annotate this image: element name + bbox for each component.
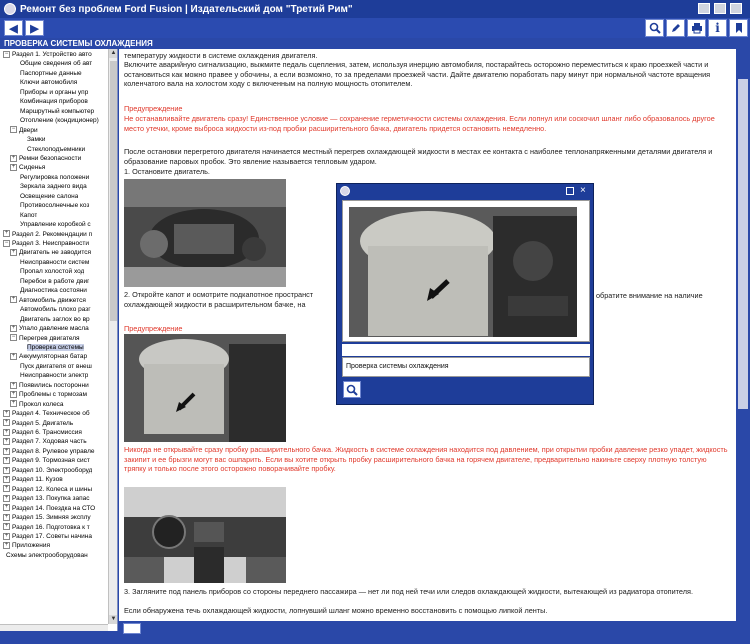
expand-icon[interactable]: +	[4, 532, 9, 539]
bookmark-button[interactable]	[729, 19, 748, 37]
sidebar-item[interactable]	[10, 381, 89, 390]
sidebar-item[interactable]	[17, 69, 82, 78]
sidebar-item-label: Пуск двигателя от внеш	[20, 362, 92, 370]
sidebar-item[interactable]	[3, 475, 63, 484]
sidebar-item[interactable]	[3, 447, 95, 456]
edit-button[interactable]	[666, 19, 685, 37]
expand-icon[interactable]: +	[4, 513, 9, 520]
info-icon: i	[715, 21, 720, 35]
sidebar-item[interactable]	[10, 248, 91, 257]
sidebar-item-label: Замки	[27, 136, 46, 144]
sidebar-item[interactable]	[17, 371, 88, 380]
sidebar-item[interactable]	[10, 352, 87, 361]
sidebar-item[interactable]	[3, 239, 89, 248]
sidebar-item-label: Регулировка положени	[20, 173, 90, 181]
sidebar-item-label: Раздел 16. Подготовка к т	[12, 523, 90, 531]
app-icon	[4, 3, 16, 15]
sidebar-item-label: Раздел 8. Рулевое управле	[12, 447, 95, 455]
sidebar-item-label: Приложения	[12, 542, 51, 550]
window-title: Ремонт без проблем Ford Fusion | Издательский дом "Третий Рим"	[20, 3, 353, 15]
maximize-button[interactable]	[714, 3, 726, 14]
sidebar-item[interactable]	[3, 409, 90, 418]
sidebar-item-label: Раздел 10. Электрооборуд	[12, 466, 93, 474]
expand-icon[interactable]: +	[4, 542, 9, 549]
content-scrollbar[interactable]	[736, 49, 750, 621]
sidebar-tree	[0, 49, 118, 631]
sidebar-item[interactable]	[3, 513, 91, 522]
sidebar-item[interactable]	[10, 296, 86, 305]
sidebar-item[interactable]	[3, 551, 88, 560]
sidebar-item-label: Раздел 7. Ходовая часть	[12, 438, 87, 446]
scroll-up-arrow-icon[interactable]: ▲	[110, 50, 117, 56]
sidebar-item[interactable]	[3, 494, 90, 503]
sidebar-item[interactable]	[17, 173, 89, 182]
sidebar-item-label: Приборы и органы упр	[20, 88, 89, 96]
edit-icon	[670, 22, 682, 34]
step-2-tail: обратите внимание на наличие	[596, 291, 703, 300]
sidebar-scrollbar[interactable]	[108, 49, 118, 624]
sidebar-item-label: Схемы электрооборудован	[6, 551, 88, 559]
sidebar-item-label: Раздел 14. Поездка на СТО	[12, 504, 96, 512]
expand-icon[interactable]: +	[11, 249, 16, 256]
sidebar-item[interactable]	[17, 88, 88, 97]
expand-icon[interactable]: +	[4, 504, 9, 511]
sidebar-item[interactable]	[3, 485, 92, 494]
sidebar-item[interactable]	[24, 145, 85, 154]
popup-title-bar	[337, 184, 593, 198]
step-1: 1. Остановите двигатель.	[124, 167, 210, 176]
step-3: 3. Загляните под панель приборов со стороны переднего пассажира — нет ли под ней течи или следов охлаждающей жидкости, вытекающей из радиатора отопителя.	[124, 587, 693, 596]
print-icon	[691, 22, 703, 34]
minimize-button[interactable]	[698, 3, 710, 14]
collapse-icon[interactable]: −	[11, 126, 16, 133]
image-popup-window[interactable]	[336, 183, 594, 405]
sidebar-item-label: Диагностика состояни	[20, 287, 87, 295]
paragraph-hazard-lights: Включите аварийную сигнализацию, выжмите педаль сцепления, затем, используя инерцию автомобиля, постарайтесь осторожно переместиться к краю проезжей части и остановиться как можно правее у обочины, а если возможно, то за пределами проезжей части. Дайте двигателю поработать пару минут при нормальной частоте вращения коленчатого вала на холостом ходу с включенным на полную мощность отопителем.	[124, 60, 711, 88]
sidebar-item[interactable]	[3, 532, 92, 541]
sidebar-item[interactable]	[3, 419, 73, 428]
expand-icon[interactable]: +	[11, 400, 16, 407]
sidebar-item-label: Двигатель заглох во вр	[20, 315, 90, 323]
sidebar-item-label: Раздел 17. Советы начина	[12, 532, 92, 540]
sidebar-item[interactable]	[10, 163, 45, 172]
sidebar-item[interactable]	[17, 220, 91, 229]
sidebar-item-label: Капот	[20, 211, 38, 219]
sidebar-item-label: Упало давление масла	[19, 325, 89, 333]
sidebar-item[interactable]	[3, 541, 50, 550]
expand-icon[interactable]: +	[4, 409, 9, 416]
sidebar-item[interactable]	[17, 286, 87, 295]
sidebar-item[interactable]	[17, 277, 89, 286]
section-title: ПРОВЕРКА СИСТЕМЫ ОХЛАЖДЕНИЯ	[0, 38, 750, 49]
sidebar-item-label: Появились посторонни	[19, 381, 89, 389]
status-bar	[119, 621, 750, 636]
sidebar-item-label: Освещение салона	[20, 192, 79, 200]
expand-icon[interactable]: +	[4, 438, 9, 445]
content-scroll-thumb[interactable]	[738, 79, 748, 409]
sidebar-item[interactable]	[3, 523, 90, 532]
sidebar-item-label: Неисправности систем	[20, 258, 90, 266]
info-button[interactable]	[708, 19, 727, 37]
sidebar-item[interactable]	[17, 59, 92, 68]
sidebar-item-label: Раздел 4. Техническое об	[12, 410, 90, 418]
sidebar-item-label: Аккумуляторная батар	[19, 353, 88, 361]
sidebar-item-label: Неисправности электр	[20, 372, 89, 380]
sidebar-item[interactable]	[17, 97, 88, 106]
sidebar-item-label: Маршрутный компьютер	[20, 107, 95, 115]
popup-caption: Проверка системы охлаждения	[342, 357, 590, 377]
print-button[interactable]	[687, 19, 706, 37]
sidebar-item[interactable]	[10, 126, 38, 135]
sidebar-item-label: Автомобиль плохо разг	[20, 306, 91, 314]
expand-icon[interactable]: +	[11, 353, 16, 360]
popup-close-button[interactable]: ×	[580, 185, 586, 196]
expand-icon[interactable]: +	[4, 476, 9, 483]
status-button[interactable]	[123, 623, 141, 634]
sidebar-item-label: Паспортные данные	[20, 69, 82, 77]
sidebar-item[interactable]	[17, 192, 78, 201]
sidebar-item-label: Управление коробкой с	[20, 221, 91, 229]
sidebar-item[interactable]	[3, 428, 82, 437]
sidebar-item-label: Перегрев двигателя	[19, 334, 80, 342]
collapse-icon[interactable]: −	[4, 239, 9, 246]
close-button[interactable]	[730, 3, 742, 14]
sidebar-item[interactable]	[24, 135, 45, 144]
paragraph-temperature: температуру жидкости в системе охлаждения двигателя.	[124, 51, 318, 60]
sidebar-horizontal-scrollbar[interactable]	[0, 624, 108, 631]
expand-icon[interactable]: +	[11, 381, 16, 388]
popup-maximize-button[interactable]	[566, 187, 574, 195]
sidebar-item-label: Раздел 11. Кузов	[12, 476, 63, 484]
expand-icon[interactable]: +	[4, 485, 9, 492]
engine-bay-photo	[124, 179, 286, 287]
popup-zoom-button[interactable]	[343, 381, 361, 398]
sidebar-item-label: Раздел 1. Устройство авто	[12, 51, 92, 58]
sidebar-scroll-thumb[interactable]	[110, 61, 117, 321]
sidebar-item[interactable]	[17, 315, 90, 324]
dashboard-photo	[124, 487, 286, 583]
sidebar-item[interactable]	[17, 107, 94, 116]
sidebar-item-label: Ремни безопасности	[19, 154, 82, 162]
back-arrow-icon: ◀	[9, 22, 18, 35]
sidebar-item[interactable]	[10, 324, 89, 333]
popup-app-icon	[340, 186, 350, 196]
zoom-icon	[346, 384, 358, 396]
sidebar-item[interactable]	[3, 230, 92, 239]
expand-icon[interactable]: +	[11, 296, 16, 303]
paragraph-heat-shock: После остановки перегретого двигателя начинается местный перегрев охлаждающей жидкости в местах ее контакта с наиболее теплонапряженными деталями двигателя и образование паровых пробок. Это явление называется тепловым ударом.	[124, 147, 713, 166]
sidebar-item-label: Раздел 3. Неисправности	[12, 240, 89, 247]
sidebar-item-label: Отопление (кондиционер)	[20, 117, 99, 125]
sidebar-item-label: Двигатель не заводится	[19, 249, 92, 257]
expand-icon[interactable]: +	[11, 164, 16, 171]
sidebar-item[interactable]	[17, 305, 91, 314]
warning-title-2: Предупреждение	[124, 324, 183, 333]
sidebar-item[interactable]	[3, 456, 90, 465]
step-2-line-1: 2. Откройте капот и осмотрите подкапотное пространст	[124, 290, 314, 299]
sidebar-item[interactable]	[17, 211, 37, 220]
sidebar-item-label: Проблемы с тормозам	[19, 391, 87, 399]
expand-icon[interactable]: +	[4, 230, 9, 237]
sidebar-item-label: Ключи автомобиля	[20, 79, 78, 87]
expand-icon[interactable]: +	[4, 523, 9, 530]
sidebar-item[interactable]	[10, 400, 64, 409]
sidebar-item[interactable]	[10, 334, 80, 343]
sidebar-item-label: Общие сведения об авт	[20, 60, 93, 68]
scroll-down-arrow-icon[interactable]: ▼	[110, 616, 117, 622]
sidebar-item-label: Раздел 6. Трансмиссия	[12, 429, 82, 436]
sidebar-item[interactable]	[10, 154, 81, 163]
paragraph-tape-repair: Если обнаружена течь охлаждающей жидкости, лопнувший шланг можно временно восстановить с помощью липкой ленты.	[124, 606, 548, 615]
collapse-icon[interactable]: −	[4, 50, 9, 57]
sidebar-item[interactable]	[3, 437, 87, 446]
collapse-icon[interactable]: −	[11, 334, 16, 341]
sidebar-item-label: Автомобиль движется	[19, 296, 86, 304]
expand-icon[interactable]: +	[4, 494, 9, 501]
warning-title-1: Предупреждение	[124, 104, 183, 113]
expand-icon[interactable]: +	[4, 466, 9, 473]
sidebar-item[interactable]	[3, 504, 95, 513]
sidebar-item-label: Раздел 9. Тормозная сист	[12, 457, 90, 465]
sidebar-item-label: Комбинация приборов	[20, 98, 88, 106]
sidebar-item-label: Двери	[19, 126, 38, 134]
sidebar-item-label: Раздел 15. Зимняя эксплу	[12, 514, 91, 522]
step-2-line-2: охлаждающей жидкости в расширительном бачке, на	[124, 300, 306, 309]
expand-icon[interactable]: +	[4, 428, 9, 435]
sidebar-item-label: Раздел 13. Покупка запас	[12, 495, 90, 503]
sidebar-item-label: Раздел 12. Колеса и шины	[12, 485, 93, 493]
expand-icon[interactable]: +	[4, 447, 9, 454]
sidebar-item[interactable]	[17, 267, 84, 276]
sidebar-item-label: Пропал холостой ход	[20, 268, 85, 276]
forward-arrow-icon: ▶	[30, 22, 39, 35]
popup-image	[342, 200, 590, 342]
forward-button[interactable]	[25, 20, 44, 36]
sidebar-item[interactable]	[17, 362, 92, 371]
sidebar-item[interactable]	[17, 78, 77, 87]
sidebar-item-label: Раздел 5. Двигатель	[12, 419, 74, 427]
sidebar-item[interactable]	[17, 116, 99, 125]
sidebar-item[interactable]	[3, 50, 92, 59]
expand-icon[interactable]: +	[11, 390, 16, 397]
warning-text-2: Никогда не открывайте сразу пробку расширительного бачка. Жидкость в системе охлаждения находится под давлением, при открытии пробки давление резко упадет, жидкость закипит и ее брызги могут вас ошпарить. Если вы хотите открыть пробку расширительного бачка на горячем двигателе, предварительно накиньте сверху плотную толстую тряпку и только после этого осторожно поворачивайте пробку.	[124, 445, 728, 473]
sidebar-item[interactable]	[17, 182, 87, 191]
sidebar-item[interactable]	[24, 343, 84, 352]
expand-icon[interactable]: +	[11, 324, 16, 331]
search-icon	[649, 22, 661, 34]
sidebar-item-label: Перебои в работе двиг	[20, 277, 90, 285]
popup-image-margin	[342, 344, 590, 356]
sidebar-item[interactable]	[17, 258, 89, 267]
sidebar-item[interactable]	[10, 390, 87, 399]
bookmark-icon	[733, 22, 745, 34]
back-button[interactable]	[4, 20, 23, 36]
sidebar-item-label: Прокол колеса	[19, 400, 64, 408]
sidebar-item[interactable]	[3, 466, 92, 475]
search-button[interactable]	[645, 19, 664, 37]
sidebar-item-label: Стеклоподъемники	[27, 145, 86, 153]
sidebar-item[interactable]	[17, 201, 89, 210]
title-bar	[0, 0, 750, 18]
expand-icon[interactable]: +	[4, 419, 9, 426]
sidebar-item-label: Зеркала заднего вида	[20, 183, 87, 191]
sidebar-item-label: Раздел 2. Рекомендации п	[12, 230, 93, 238]
sidebar-item-label: Сиденья	[19, 164, 46, 172]
warning-text-1: Не останавливайте двигатель сразу! Единственное условие — сохранение герметичности системы охлаждения. Если лопнул или соскочил шланг либо образовалось другое место утечки, кроме выброса жидкости из-под пробки расширительного бачка, двигатель придется остановить немедленно.	[124, 114, 715, 133]
expand-icon[interactable]: +	[11, 154, 16, 161]
expansion-tank-photo	[124, 334, 286, 442]
expand-icon[interactable]: +	[4, 457, 9, 464]
sidebar-item-label: Противосолнечные коз	[20, 202, 90, 210]
sidebar-item-label: Проверка системы	[27, 343, 84, 351]
toolbar	[0, 18, 750, 38]
